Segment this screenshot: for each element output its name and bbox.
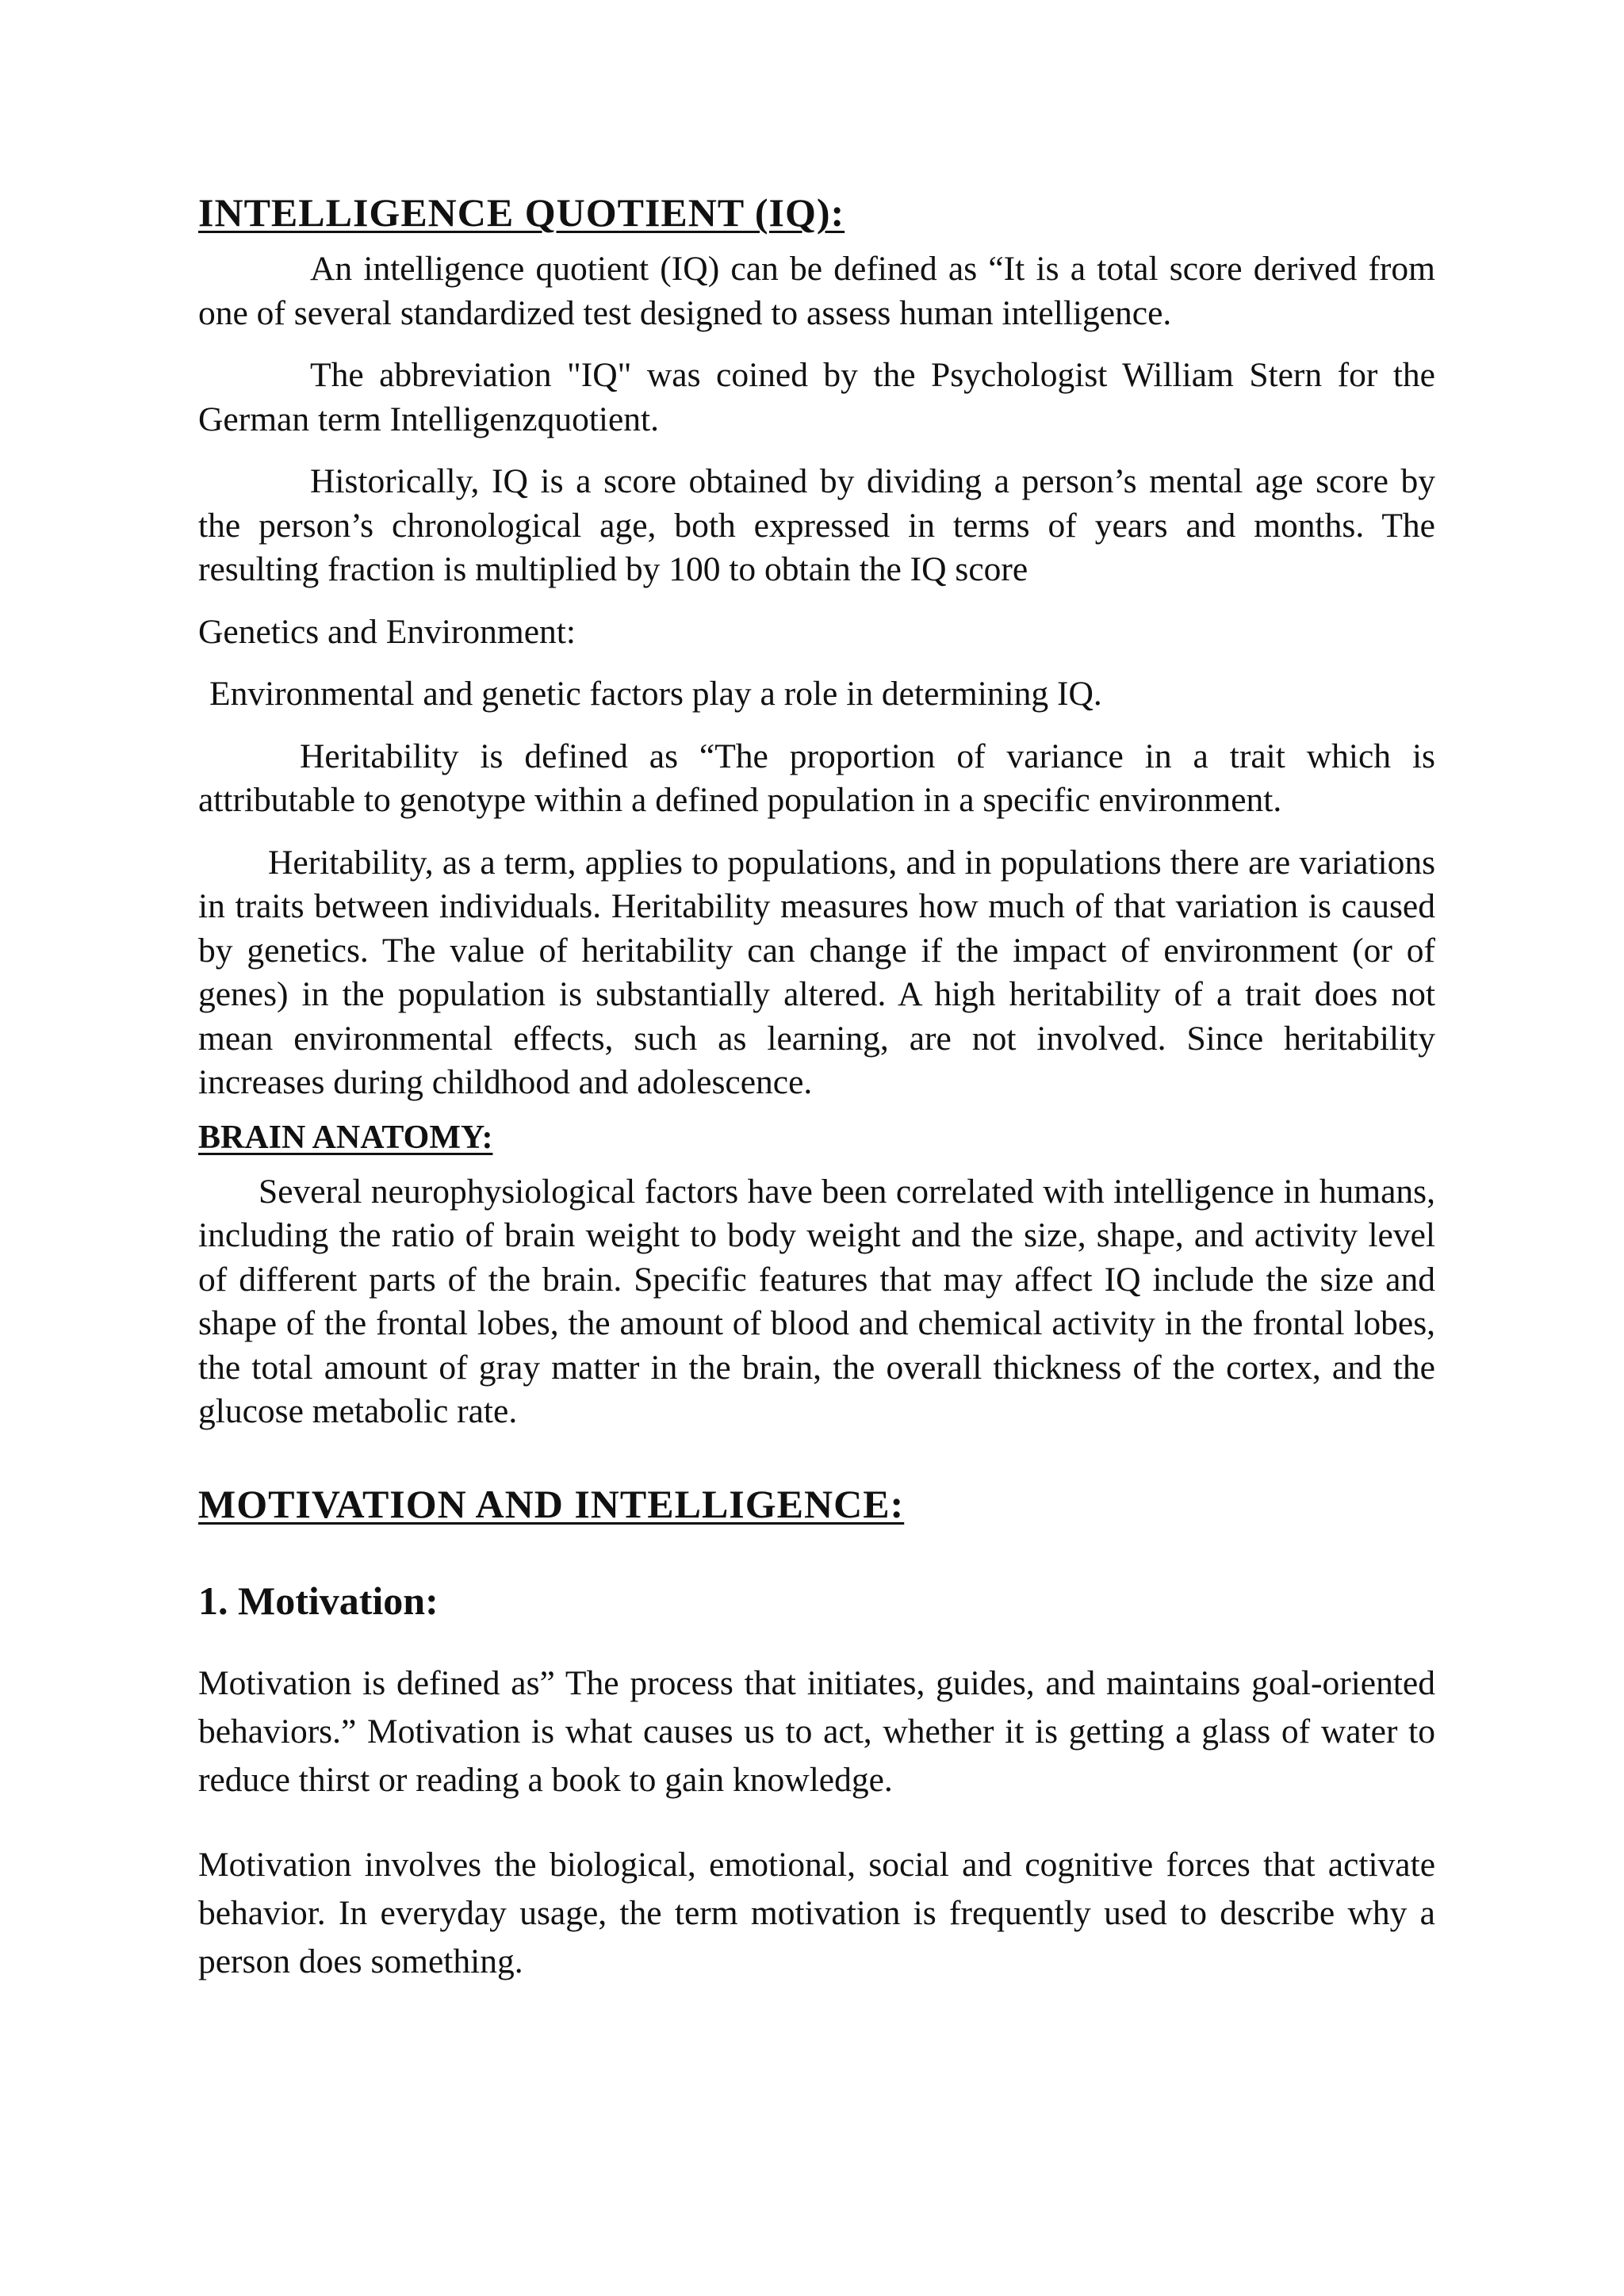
motivation-intelligence-heading: MOTIVATION AND INTELLIGENCE:: [198, 1481, 905, 1526]
heritability-definition-paragraph: Heritability is defined as “The proportion of variance in a trait which is attributable to genotype within a defined population in a specific environment.: [198, 737, 1435, 819]
iq-abbreviation-paragraph: The abbreviation "IQ" was coined by the Psychologist William Stern for the German term Intelligenzquotient.: [198, 356, 1435, 438]
heritability-explanation-paragraph: Heritability, as a term, applies to populations, and in populations there are variations in traits between individuals. Heritability measures how much of that variation is caused by genetics. The value of heritability can change if the impact of environment (or of genes) in the population is substantially altered. A high heritability of a trait does not mean environmental effects, such as learning, are not involved. Since heritability increases during childhood and adolescence.: [198, 843, 1435, 1101]
iq-history-paragraph: Historically, IQ is a score obtained by dividing a person’s mental age score by the person’s chronological age, both expressed in terms of years and months. The resulting fraction is multiplied by 100 to obtain the IQ score: [198, 462, 1435, 588]
brain-anatomy-paragraph: Several neurophysiological factors have been correlated with intelligence in humans, including the ratio of brain weight to body weight and the size, shape, and activity level of different parts of the brain. Specific features that may affect IQ include the size and shape of the frontal lobes, the amount of blood and chemical activity in the frontal lobes, the total amount of gray matter in the brain, the overall thickness of the cortex, and the glucose metabolic rate.: [198, 1172, 1435, 1430]
iq-definition-paragraph: An intelligence quotient (IQ) can be defined as “It is a total score derived from one of several standardized test designed to assess human intelligence.: [198, 250, 1435, 332]
motivation-definition-paragraph: Motivation is defined as” The process that initiates, guides, and maintains goal-oriented behaviors.” Motivation is what causes us to act, whether it is getting a glass of water to reduce thirst or reading a book to gain knowledge.: [198, 1663, 1435, 1799]
genetics-environment-heading: Genetics and Environment:: [198, 612, 576, 651]
document-page: [198, 189, 1435, 1986]
motivation-subheading: 1. Motivation:: [198, 1578, 439, 1623]
iq-heading: INTELLIGENCE QUOTIENT (IQ):: [198, 190, 845, 235]
genetics-paragraph: Environmental and genetic factors play a role in determining IQ.: [209, 675, 1102, 713]
motivation-section: [198, 1659, 1435, 1986]
motivation-forces-paragraph: Motivation involves the biological, emotional, social and cognitive forces that activate behavior. In everyday usage, the term motivation is frequently used to describe why a person does something.: [198, 1845, 1435, 1980]
brain-anatomy-heading: BRAIN ANATOMY:: [198, 1119, 493, 1156]
